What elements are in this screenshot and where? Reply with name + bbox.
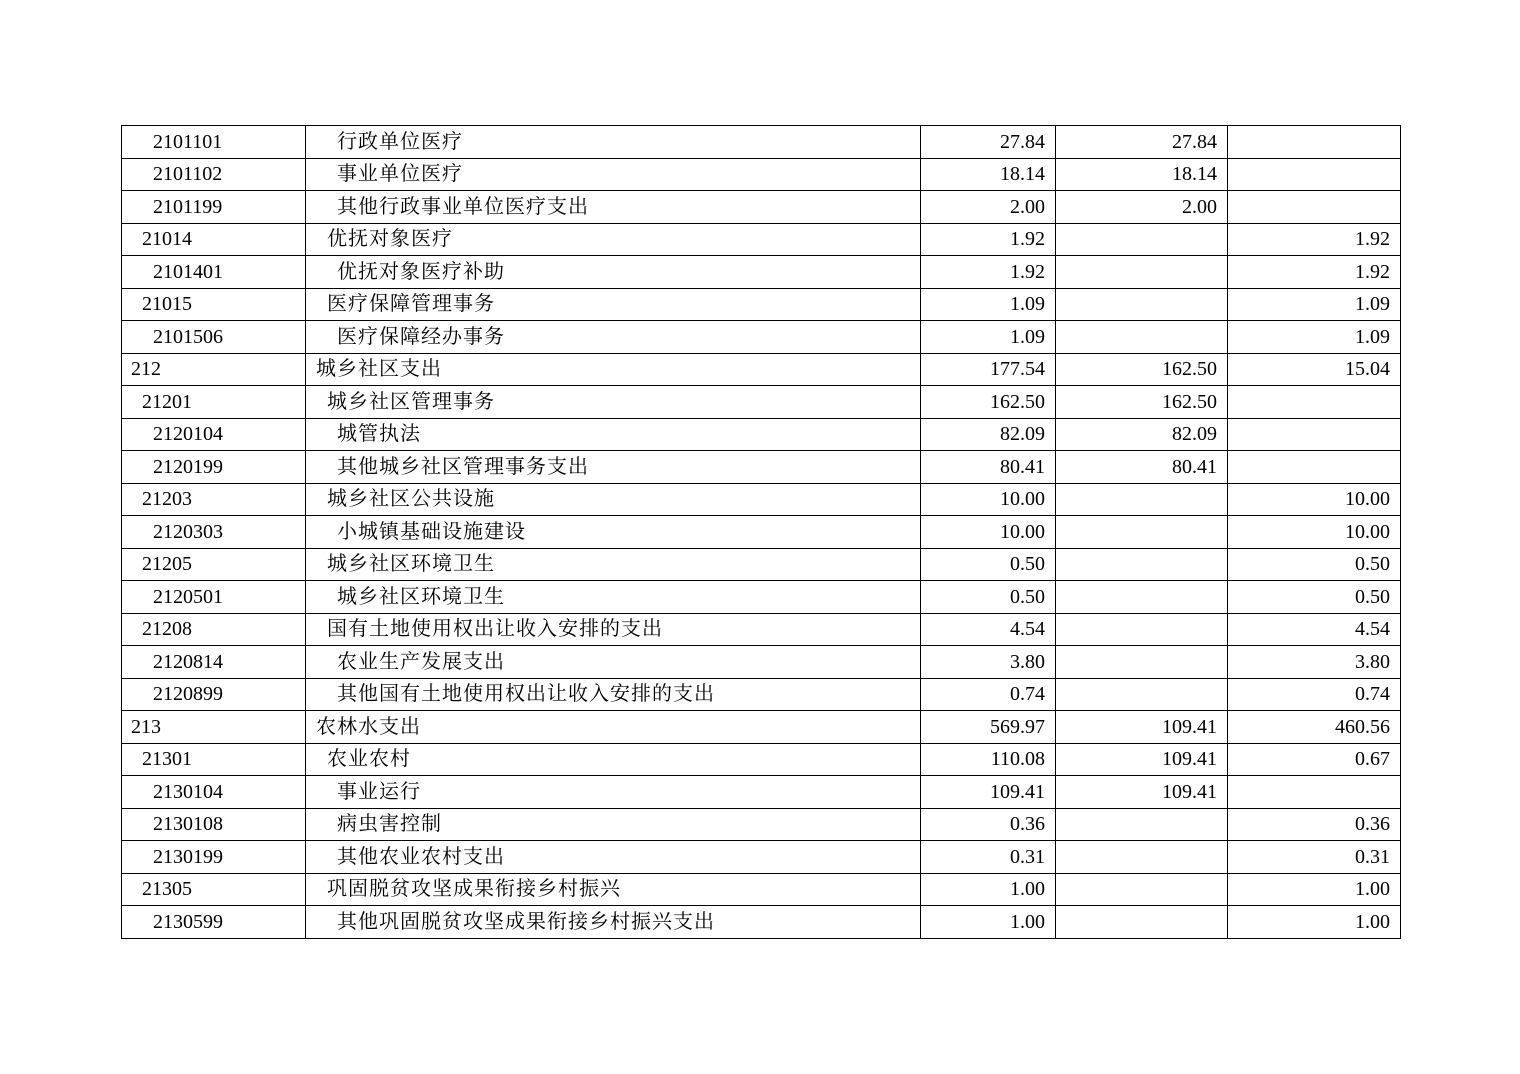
- table-row: [122, 451, 1401, 484]
- subject-code-cell: 2101401: [122, 256, 306, 289]
- subject-name-cell: 国有土地使用权出让收入安排的支出: [306, 613, 921, 646]
- subject-code-cell: 21301: [122, 743, 306, 776]
- subject-code-cell: 2101506: [122, 321, 306, 354]
- total-amount-cell: 1.92: [921, 256, 1056, 289]
- basic-expenditure-cell: [1056, 808, 1228, 841]
- subject-name-cell: 事业单位医疗: [306, 158, 921, 191]
- subject-name-cell: 农业农村: [306, 743, 921, 776]
- project-expenditure-cell: 0.31: [1228, 841, 1401, 874]
- total-amount-cell: 18.14: [921, 158, 1056, 191]
- expenditure-table-body: [122, 126, 1401, 939]
- project-expenditure-cell: 1.09: [1228, 288, 1401, 321]
- table-row: [122, 126, 1401, 159]
- total-amount-cell: 110.08: [921, 743, 1056, 776]
- total-amount-cell: 0.36: [921, 808, 1056, 841]
- subject-name-cell: 城乡社区环境卫生: [306, 548, 921, 581]
- subject-name-cell: 城乡社区环境卫生: [306, 581, 921, 614]
- total-amount-cell: 2.00: [921, 191, 1056, 224]
- table-row: [122, 548, 1401, 581]
- project-expenditure-cell: 0.67: [1228, 743, 1401, 776]
- subject-name-cell: 城乡社区管理事务: [306, 386, 921, 419]
- total-amount-cell: 3.80: [921, 646, 1056, 679]
- subject-name-cell: 病虫害控制: [306, 808, 921, 841]
- basic-expenditure-cell: 162.50: [1056, 353, 1228, 386]
- subject-code-cell: 2130104: [122, 776, 306, 809]
- table-row: [122, 808, 1401, 841]
- project-expenditure-cell: 0.50: [1228, 548, 1401, 581]
- basic-expenditure-cell: [1056, 516, 1228, 549]
- project-expenditure-cell: 0.74: [1228, 678, 1401, 711]
- subject-code-cell: 21305: [122, 873, 306, 906]
- subject-code-cell: 2120303: [122, 516, 306, 549]
- basic-expenditure-cell: [1056, 256, 1228, 289]
- basic-expenditure-cell: [1056, 678, 1228, 711]
- subject-name-cell: 其他行政事业单位医疗支出: [306, 191, 921, 224]
- subject-code-cell: 2101199: [122, 191, 306, 224]
- basic-expenditure-cell: 80.41: [1056, 451, 1228, 484]
- table-row: [122, 386, 1401, 419]
- project-expenditure-cell: [1228, 418, 1401, 451]
- basic-expenditure-cell: [1056, 581, 1228, 614]
- expenditure-table: [121, 125, 1401, 939]
- subject-name-cell: 小城镇基础设施建设: [306, 516, 921, 549]
- total-amount-cell: 4.54: [921, 613, 1056, 646]
- subject-name-cell: 医疗保障管理事务: [306, 288, 921, 321]
- subject-name-cell: 城管执法: [306, 418, 921, 451]
- table-row: [122, 483, 1401, 516]
- subject-name-cell: 优抚对象医疗补助: [306, 256, 921, 289]
- project-expenditure-cell: [1228, 191, 1401, 224]
- subject-code-cell: 21201: [122, 386, 306, 419]
- subject-code-cell: 2120899: [122, 678, 306, 711]
- subject-name-cell: 事业运行: [306, 776, 921, 809]
- total-amount-cell: 1.09: [921, 288, 1056, 321]
- table-row: [122, 223, 1401, 256]
- table-row: [122, 776, 1401, 809]
- table-row: [122, 256, 1401, 289]
- subject-code-cell: 212: [122, 353, 306, 386]
- total-amount-cell: 10.00: [921, 483, 1056, 516]
- subject-name-cell: 城乡社区支出: [306, 353, 921, 386]
- total-amount-cell: 27.84: [921, 126, 1056, 159]
- basic-expenditure-cell: [1056, 613, 1228, 646]
- total-amount-cell: 10.00: [921, 516, 1056, 549]
- basic-expenditure-cell: [1056, 483, 1228, 516]
- table-row: [122, 516, 1401, 549]
- project-expenditure-cell: [1228, 776, 1401, 809]
- project-expenditure-cell: 0.50: [1228, 581, 1401, 614]
- subject-code-cell: 21208: [122, 613, 306, 646]
- total-amount-cell: 569.97: [921, 711, 1056, 744]
- project-expenditure-cell: 0.36: [1228, 808, 1401, 841]
- subject-code-cell: 213: [122, 711, 306, 744]
- project-expenditure-cell: 1.00: [1228, 906, 1401, 939]
- total-amount-cell: 109.41: [921, 776, 1056, 809]
- table-row: [122, 418, 1401, 451]
- project-expenditure-cell: 10.00: [1228, 483, 1401, 516]
- subject-name-cell: 巩固脱贫攻坚成果衔接乡村振兴: [306, 873, 921, 906]
- project-expenditure-cell: 10.00: [1228, 516, 1401, 549]
- subject-name-cell: 医疗保障经办事务: [306, 321, 921, 354]
- basic-expenditure-cell: 27.84: [1056, 126, 1228, 159]
- table-row: [122, 906, 1401, 939]
- basic-expenditure-cell: [1056, 873, 1228, 906]
- total-amount-cell: 0.31: [921, 841, 1056, 874]
- table-row: [122, 743, 1401, 776]
- project-expenditure-cell: 1.09: [1228, 321, 1401, 354]
- subject-code-cell: 2130199: [122, 841, 306, 874]
- subject-code-cell: 2101102: [122, 158, 306, 191]
- project-expenditure-cell: 3.80: [1228, 646, 1401, 679]
- project-expenditure-cell: [1228, 386, 1401, 419]
- basic-expenditure-cell: [1056, 841, 1228, 874]
- project-expenditure-cell: [1228, 451, 1401, 484]
- subject-name-cell: 农林水支出: [306, 711, 921, 744]
- basic-expenditure-cell: [1056, 548, 1228, 581]
- project-expenditure-cell: 1.92: [1228, 223, 1401, 256]
- table-row: [122, 288, 1401, 321]
- table-row: [122, 841, 1401, 874]
- basic-expenditure-cell: 82.09: [1056, 418, 1228, 451]
- subject-code-cell: 2120501: [122, 581, 306, 614]
- total-amount-cell: 1.09: [921, 321, 1056, 354]
- basic-expenditure-cell: [1056, 646, 1228, 679]
- subject-name-cell: 其他农业农村支出: [306, 841, 921, 874]
- subject-code-cell: 2120814: [122, 646, 306, 679]
- subject-code-cell: 2130108: [122, 808, 306, 841]
- basic-expenditure-cell: 109.41: [1056, 743, 1228, 776]
- basic-expenditure-cell: [1056, 288, 1228, 321]
- basic-expenditure-cell: 109.41: [1056, 776, 1228, 809]
- table-row: [122, 581, 1401, 614]
- total-amount-cell: 1.00: [921, 873, 1056, 906]
- project-expenditure-cell: 1.00: [1228, 873, 1401, 906]
- total-amount-cell: 1.92: [921, 223, 1056, 256]
- total-amount-cell: 1.00: [921, 906, 1056, 939]
- basic-expenditure-cell: [1056, 321, 1228, 354]
- subject-code-cell: 21015: [122, 288, 306, 321]
- project-expenditure-cell: 15.04: [1228, 353, 1401, 386]
- total-amount-cell: 0.50: [921, 581, 1056, 614]
- basic-expenditure-cell: [1056, 223, 1228, 256]
- table-row: [122, 711, 1401, 744]
- table-row: [122, 191, 1401, 224]
- total-amount-cell: 80.41: [921, 451, 1056, 484]
- table-row: [122, 353, 1401, 386]
- subject-code-cell: 21014: [122, 223, 306, 256]
- subject-name-cell: 其他巩固脱贫攻坚成果衔接乡村振兴支出: [306, 906, 921, 939]
- project-expenditure-cell: [1228, 158, 1401, 191]
- project-expenditure-cell: 1.92: [1228, 256, 1401, 289]
- subject-name-cell: 其他城乡社区管理事务支出: [306, 451, 921, 484]
- subject-code-cell: 2130599: [122, 906, 306, 939]
- subject-name-cell: 其他国有土地使用权出让收入安排的支出: [306, 678, 921, 711]
- total-amount-cell: 177.54: [921, 353, 1056, 386]
- project-expenditure-cell: 460.56: [1228, 711, 1401, 744]
- subject-name-cell: 优抚对象医疗: [306, 223, 921, 256]
- total-amount-cell: 0.74: [921, 678, 1056, 711]
- subject-code-cell: 21203: [122, 483, 306, 516]
- basic-expenditure-cell: [1056, 906, 1228, 939]
- table-row: [122, 321, 1401, 354]
- table-row: [122, 613, 1401, 646]
- basic-expenditure-cell: 18.14: [1056, 158, 1228, 191]
- table-row: [122, 873, 1401, 906]
- subject-name-cell: 农业生产发展支出: [306, 646, 921, 679]
- total-amount-cell: 162.50: [921, 386, 1056, 419]
- subject-code-cell: 2101101: [122, 126, 306, 159]
- basic-expenditure-cell: 162.50: [1056, 386, 1228, 419]
- table-row: [122, 678, 1401, 711]
- basic-expenditure-cell: 2.00: [1056, 191, 1228, 224]
- subject-code-cell: 2120104: [122, 418, 306, 451]
- subject-code-cell: 21205: [122, 548, 306, 581]
- project-expenditure-cell: [1228, 126, 1401, 159]
- table-row: [122, 646, 1401, 679]
- project-expenditure-cell: 4.54: [1228, 613, 1401, 646]
- total-amount-cell: 82.09: [921, 418, 1056, 451]
- subject-name-cell: 行政单位医疗: [306, 126, 921, 159]
- subject-name-cell: 城乡社区公共设施: [306, 483, 921, 516]
- subject-code-cell: 2120199: [122, 451, 306, 484]
- basic-expenditure-cell: 109.41: [1056, 711, 1228, 744]
- total-amount-cell: 0.50: [921, 548, 1056, 581]
- table-row: [122, 158, 1401, 191]
